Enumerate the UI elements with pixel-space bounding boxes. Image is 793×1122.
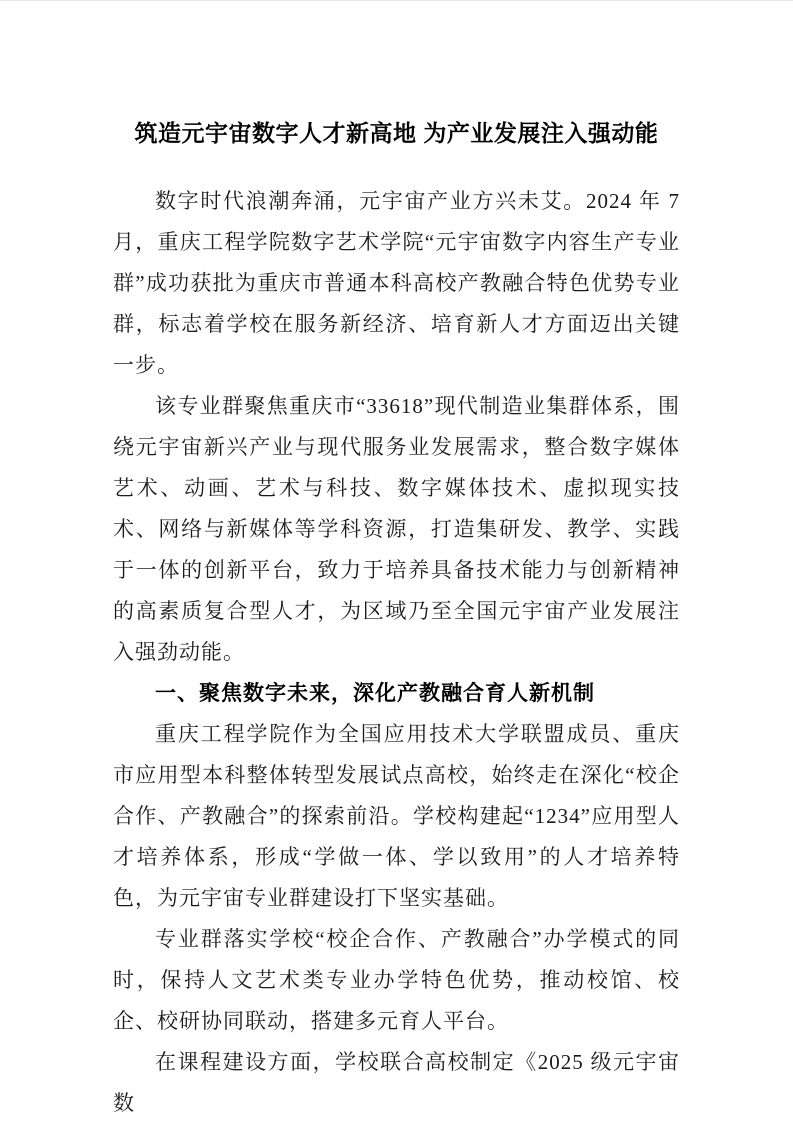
paragraph-curriculum: 在课程建设方面，学校联合高校制定《2025 级元宇宙数 <box>113 1050 680 1115</box>
paragraph-intro: 数字时代浪潮奔涌，元宇宙产业方兴未艾。2024 年 7 月，重庆工程学院数字艺术学院“元宇宙数字内容生产专业群”成功获批为重庆市普通本科高校产教融合特色优势专业群，标志着学校在服务新经济、培育新人才方面迈出关键一步。 <box>113 189 680 377</box>
paragraph-overview: 该专业群聚焦重庆市“33618”现代制造业集群体系，围绕元宇宙新兴产业与现代服务业发展需求，整合数字媒体艺术、动画、艺术与科技、数字媒体技术、虚拟现实技术、网络与新媒体等学科资源，打造集研发、教学、实践于一体的创新平台，致力于培养具备技术能力与创新精神的高素质复合型人才，为区域乃至全国元宇宙产业发展注入强劲动能。 <box>113 394 680 664</box>
paragraph-cooperation-model: 专业群落实学校“校企合作、产教融合”办学模式的同时，保持人文艺术类专业办学特色优势，推动校馆、校企、校研协同联动，搭建多元育人平台。 <box>113 927 680 1033</box>
paragraph-school-background: 重庆工程学院作为全国应用技术大学联盟成员、重庆市应用型本科整体转型发展试点高校，始终走在深化“校企合作、产教融合”的探索前沿。学校构建起“1234”应用型人才培养体系，形成“学做一体、学以致用”的人才培养特色，为元宇宙专业群建设打下坚实基础。 <box>113 722 680 910</box>
document-title: 筑造元宇宙数字人才新高地 为产业发展注入强动能 <box>134 120 659 146</box>
section-heading-1: 一、聚焦数字未来，深化产教融合育人新机制 <box>155 682 595 705</box>
